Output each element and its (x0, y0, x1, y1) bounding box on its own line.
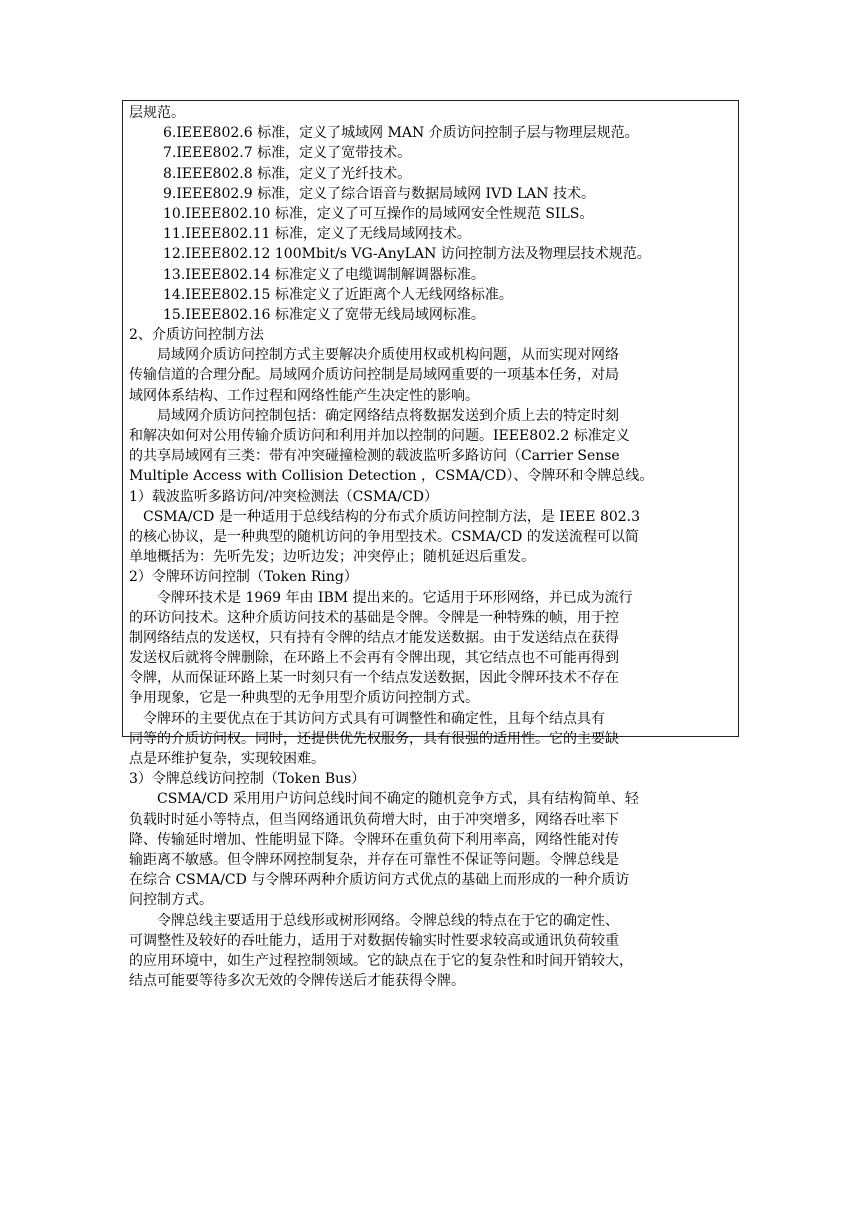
paragraph-line: 问控制方式。 (129, 892, 213, 909)
paragraph (129, 709, 734, 770)
paragraph-line: 制网络结点的发送权，只有持有令牌的结点才能发送数据。由于发送结点在获得 (129, 629, 619, 646)
paragraph-line: 单地概括为：先听先发；边听边发；冲突停止；随机延迟后重发。 (129, 549, 535, 566)
paragraph-line: 点是环维护复杂，实现较困难。 (129, 751, 325, 767)
paragraph-line: 的环访问技术。这种介质访问技术的基础是令牌。令牌是一种特殊的帧，用于控 (129, 609, 619, 626)
paragraph-line: 负载时时延小等特点，但当网络通讯负荷增大时，由于冲突增多，网络吞吐率下 (129, 811, 619, 828)
paragraph-line: CSMA/CD 是一种适用于总线结构的分布式介质访问控制方法，是 IEEE 802.3 (143, 508, 641, 525)
paragraph-line: 令牌总线主要适用于总线形或树形网络。令牌总线的特点在于它的确定性、 (157, 912, 619, 929)
list-item: 10.IEEE802.10 标准，定义了可互操作的局域网安全性规范 SILS。 (163, 205, 594, 222)
intro-tail: 层规范。 (129, 105, 185, 121)
paragraph (129, 507, 734, 568)
standards-list (129, 123, 734, 325)
list-item: 11.IEEE802.11 标准，定义了无线局域网技术。 (163, 226, 471, 243)
paragraph-line: 结点可能要等待多次无效的令牌传送后才能获得令牌。 (129, 973, 465, 990)
paragraph-line: 争用现象，它是一种典型的无争用型介质访问控制方式。 (129, 690, 479, 707)
subsection-heading: 3）令牌总线访问控制（Token Bus） (129, 771, 366, 788)
paragraph-line: CSMA/CD 采用用户访问总线时间不确定的随机竞争方式，具有结构简单、轻 (157, 791, 639, 808)
list-item: 13.IEEE802.14 标准定义了电缆调制解调器标准。 (163, 266, 485, 283)
paragraph-line: 传输信道的合理分配。局域网介质访问控制是局域网重要的一项基本任务，对局 (129, 367, 619, 384)
paragraph-line: 令牌环技术是 1969 年由 IBM 提出来的。它适用于环形网络，并已成为流行 (157, 589, 633, 606)
list-item: 9.IEEE802.9 标准，定义了综合语音与数据局域网 IVD LAN 技术。 (163, 185, 595, 202)
list-item: 14.IEEE802.15 标准定义了近距离个人无线网络标准。 (163, 286, 513, 303)
paragraph-line: 发送权后就将令牌删除，在环路上不会再有令牌出现，其它结点也不可能再得到 (129, 650, 619, 667)
list-item: 6.IEEE802.6 标准，定义了城域网 MAN 介质访问控制子层与物理层规范。 (163, 125, 639, 142)
paragraph-line: 降、传输延时增加、性能明显下降。令牌环在重负荷下利用率高，网络性能对传 (129, 831, 619, 848)
paragraph-line: 令牌环的主要优点在于其访问方式具有可调整性和确定性，且每个结点具有 (143, 710, 605, 727)
list-item: 7.IEEE802.7 标准，定义了宽带技术。 (163, 145, 412, 162)
subsection-heading: 1）载波监听多路访问/冲突检测法（CSMA/CD） (129, 488, 439, 505)
paragraph-line: 和解决如何对公用传输介质访问和利用并加以控制的问题。IEEE802.2 标准定义 (129, 428, 630, 444)
document-body (129, 103, 734, 991)
paragraph (129, 588, 734, 709)
paragraph-line: 局域网介质访问控制包括：确定网络结点将数据发送到介质上去的特定时刻 (157, 407, 619, 424)
paragraph-line: 同等的介质访问权。同时，还提供优先权服务，具有很强的适用性。它的主要缺 (129, 730, 619, 747)
paragraph-line: Multiple Access with Collision Detection ，CSMA/CD）、令牌环和令牌总线。 (129, 468, 654, 485)
paragraph-line: 的核心协议，是一种典型的随机访问的争用型技术。CSMA/CD 的发送流程可以简 (129, 528, 639, 545)
paragraph-line: 局域网介质访问控制方式主要解决介质使用权或机构问题，从而实现对网络 (157, 347, 619, 364)
paragraph (129, 406, 734, 487)
list-item: 12.IEEE802.12 100Mbit/s VG-AnyLAN 访问控制方法及物理层技术规范。 (163, 246, 651, 263)
paragraph (129, 911, 734, 992)
paragraph-line: 的应用环境中，如生产过程控制领域。它的缺点在于它的复杂性和时间开销较大， (129, 952, 633, 969)
paragraph-line: 在综合 CSMA/CD 与令牌环两种介质访问方式优点的基础上而形成的一种介质访 (129, 872, 630, 889)
subsection-heading: 2）令牌环访问控制（Token Ring） (129, 569, 358, 586)
paragraph-line: 域网体系结构、工作过程和网络性能产生决定性的影响。 (129, 387, 479, 404)
list-item: 15.IEEE802.16 标准定义了宽带无线局域网标准。 (163, 306, 485, 323)
list-item: 8.IEEE802.8 标准，定义了光纤技术。 (163, 165, 412, 182)
paragraph-line: 的共享局域网有三类：带有冲突碰撞检测的载波监听多路访问（Carrier Sense (129, 448, 620, 465)
paragraph (129, 789, 734, 910)
paragraph-line: 令牌，从而保证环路上某一时刻只有一个结点发送数据，因此令牌环技术不存在 (129, 670, 619, 687)
paragraph-line: 输距离不敏感。但令牌环网控制复杂，并存在可靠性不保证等问题。令牌总线是 (129, 851, 619, 868)
paragraph (129, 345, 734, 406)
section-heading: 2、介质访问控制方法 (129, 327, 264, 344)
paragraph-line: 可调整性及较好的吞吐能力，适用于对数据传输实时性要求较高或通讯负荷较重 (129, 932, 619, 949)
